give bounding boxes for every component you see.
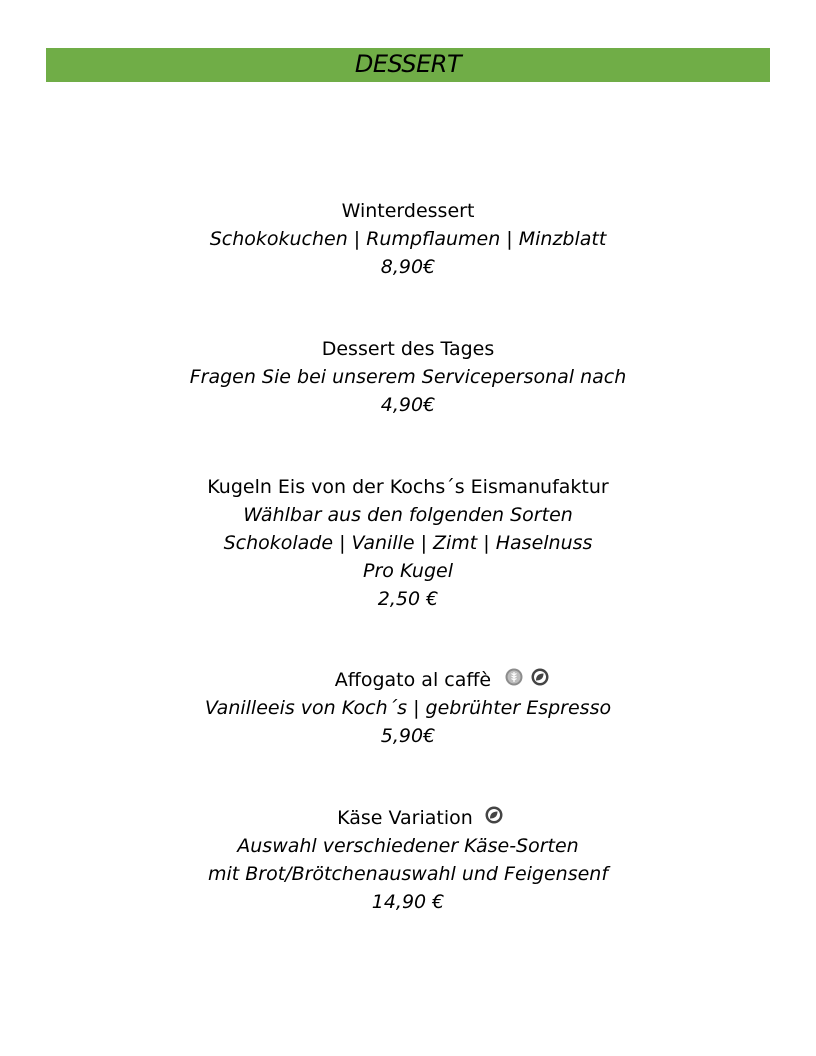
item-price: 2,50 € <box>377 588 439 610</box>
item-price: 5,90€ <box>380 725 436 747</box>
menu-item <box>0 804 816 916</box>
item-name: Winterdessert <box>341 200 475 222</box>
item-price: 14,90 € <box>371 891 445 913</box>
item-description: Fragen Sie bei unserem Servicepersonal nach <box>189 366 627 388</box>
item-description: Schokolade | Vanille | Zimt | Haselnuss <box>223 532 593 554</box>
item-price: 8,90€ <box>380 256 436 278</box>
menu-item <box>0 666 816 750</box>
item-name-row <box>0 666 816 694</box>
item-icons <box>485 801 505 829</box>
item-name: Dessert des Tages <box>321 338 495 360</box>
section-title: DESSERT <box>354 50 462 78</box>
item-price: 4,90€ <box>380 394 436 416</box>
item-name-row <box>0 804 816 832</box>
menu-item <box>0 473 816 613</box>
item-icons <box>505 663 551 691</box>
item-name: Kugeln Eis von der Kochs´s Eismanufaktur <box>207 476 609 498</box>
vegetarian-icon <box>531 668 549 686</box>
item-name: Käse Variation <box>337 807 473 829</box>
item-description: Auswahl verschiedener Käse-Sorten <box>237 835 579 857</box>
item-description: Schokokuchen | Rumpflaumen | Minzblatt <box>209 228 607 250</box>
vegetarian-icon <box>485 806 503 824</box>
item-description: Wählbar aus den folgenden Sorten <box>243 504 573 526</box>
item-description: mit Brot/Brötchenauswahl und Feigensenf <box>207 863 609 885</box>
item-description: Vanilleeis von Koch´s | gebrühter Espresso <box>204 697 612 719</box>
menu-item <box>0 335 816 419</box>
menu-item <box>0 197 816 281</box>
section-header-bar <box>46 48 770 82</box>
item-name: Affogato al caffè <box>334 669 492 691</box>
gluten-free-icon <box>505 668 523 686</box>
item-description: Pro Kugel <box>363 560 453 582</box>
